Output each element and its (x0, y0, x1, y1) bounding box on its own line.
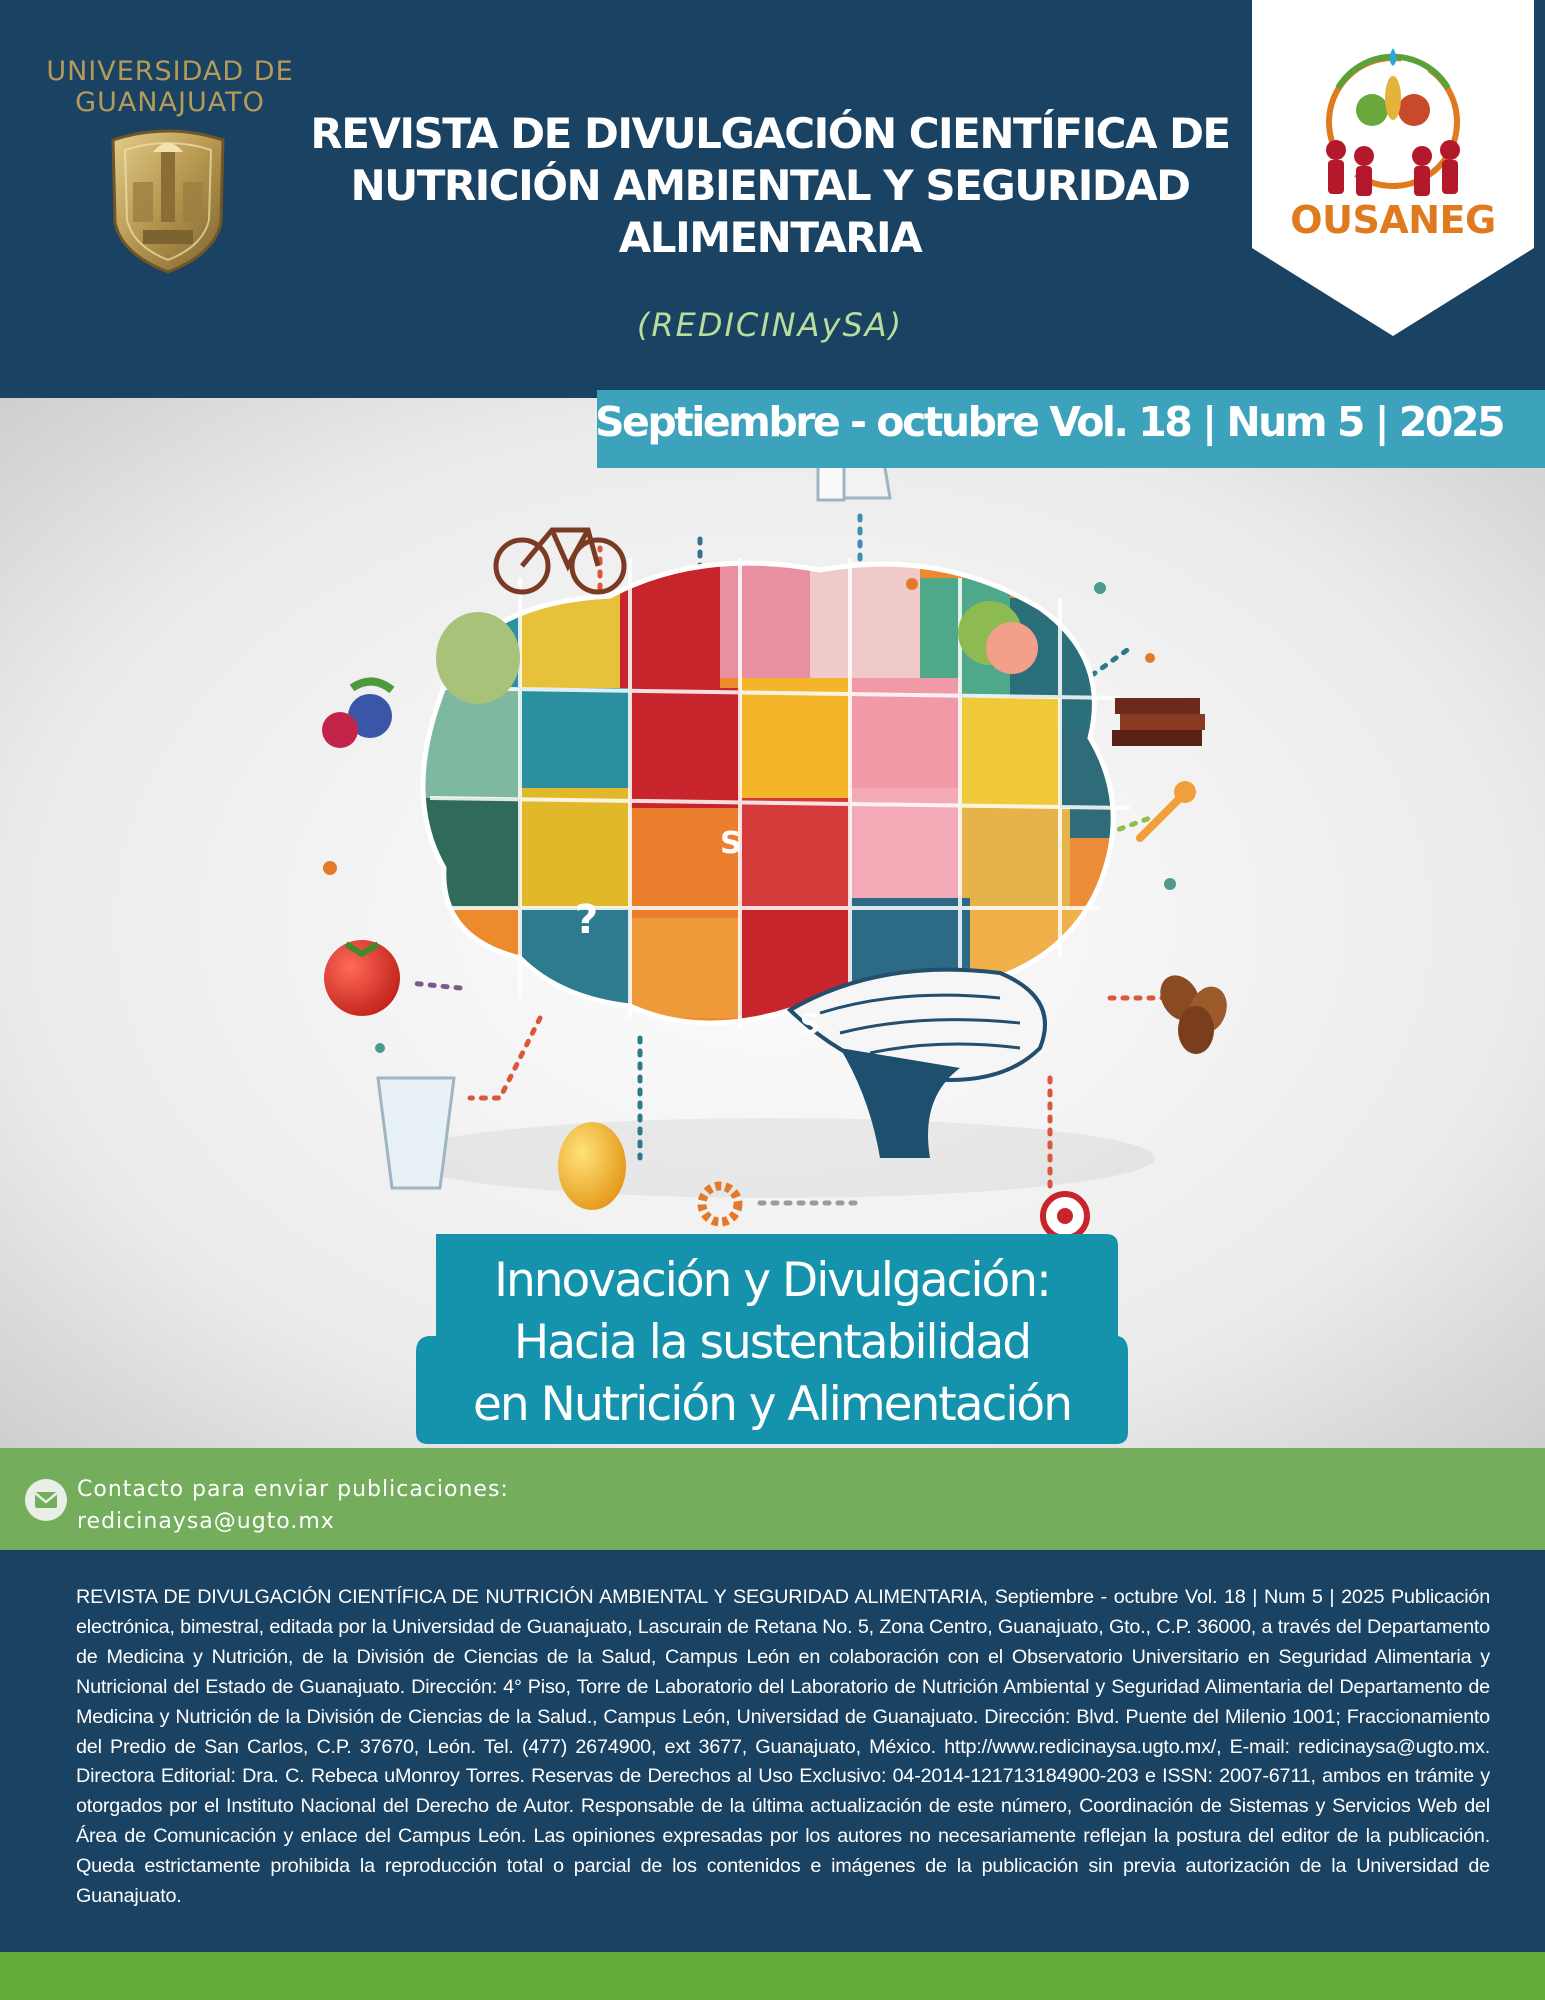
cover-headline (416, 1250, 1128, 1436)
journal-title: REVISTA DE DIVULGACIÓN CIENTÍFICA DE NUTRICIÓN AMBIENTAL Y SEGURIDAD ALIMENTARIA (310, 109, 1230, 262)
bottom-strip (0, 1952, 1545, 2000)
svg-text:?: ? (575, 897, 599, 943)
university-name-line2: GUANAJUATO (75, 87, 265, 118)
university-name (20, 56, 320, 118)
headline-line-2: Hacia la sustentabilidad (513, 1315, 1031, 1370)
journal-acronym: (REDICINAySA) (636, 306, 904, 344)
contact-label: Contacto para enviar publicaciones: (77, 1477, 509, 1502)
mail-icon (24, 1478, 68, 1522)
contact-email-link[interactable]: redicinaysa@ugto.mx (77, 1509, 335, 1534)
svg-text:S: S (720, 826, 742, 861)
university-crest-icon (103, 122, 233, 274)
publication-legal-notice: REVISTA DE DIVULGACIÓN CIENTÍFICA DE NUTRICIÓN AMBIENTAL Y SEGURIDAD ALIMENTARIA, Septiembre - octubre Vol. 18 | Num 5 | 2025 Publicación electrónica, bimestral, editada por la Universidad de Guanajuato, Lascurain de Retana No. 5, Zona Centro, Guanajuato, Gto., C.P. 36000, a través del Departamento de Medicina y Nutrición, de la División de Ciencias de la Salud, Campus León en colaboración con el Observatorio Universitario en Seguridad Alimentaria y Nutricional del Estado de Guanajuato. Dirección: 4° Piso, Torre de Laboratorio del Laboratorio de Nutrición Ambiental y Seguridad Alimentaria del Departamento de Medicina y Nutrición de la División de Ciencias de la Salud., Campus León, Universidad de Guanajuato. Dirección: Blvd. Puente del Milenio 1001; Fraccionamiento del Predio de San Carlos, C.P. 37670, León. Tel. (477) 2674900, ext 3677, Guanajuato, México. http://www.redicinaysa.ugto.mx/, E-mail: redicinaysa@ugto.mx. Directora Editorial: Dra. C. Rebeca uMonroy Torres. Reservas de Derechos al Uso Exclusivo: 04-2014-121713184900-203 e ISSN: 2007-6711, ambos en trámite y otorgados por el Instituto Nacional del Derecho de Autor. Responsable de la última actualización de este número, Coordinación de Sistemas y Servicios Web del Área de Comunicación y enlace del Campus León. Las opiniones expresadas por los autores no necesariamente reflejan la postura del editor de la publicación. Queda estrictamente prohibida la reproducción total o parcial de los contenidos e imágenes de la publicación sin previa autorización de la Universidad de Guanajuato. (76, 1586, 1490, 1908)
headline-line-1: Innovación y Divulgación: (494, 1253, 1050, 1308)
headline-line-3: en Nutrición y Alimentación (473, 1377, 1071, 1432)
issue-info: Septiembre - octubre Vol. 18 | Num 5 | 2025 (595, 398, 1504, 446)
ousaneg-logo-icon (1252, 0, 1534, 336)
svg-text:S: S (800, 1007, 821, 1040)
university-name-line1: UNIVERSIDAD DE (46, 56, 294, 87)
ousaneg-wordmark: OUSANEG (1290, 198, 1496, 242)
